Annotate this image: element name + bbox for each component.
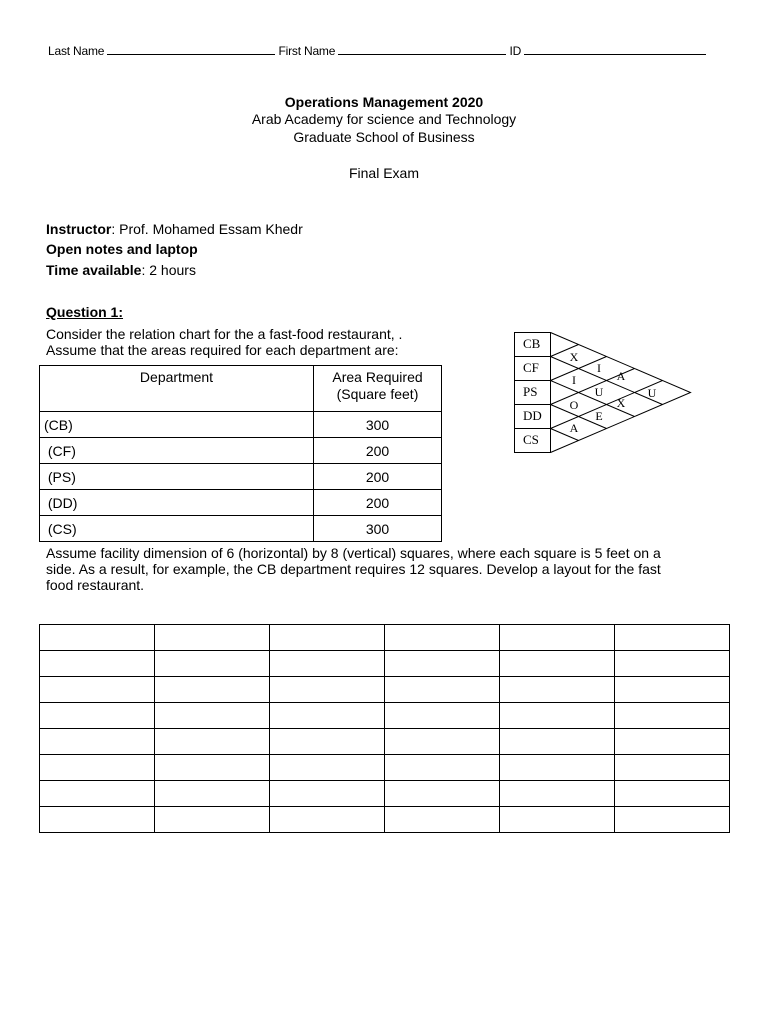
rating-cb-ps: I — [597, 361, 601, 375]
area-header — [314, 366, 442, 412]
department-cell: (CB) — [40, 412, 314, 438]
institution-name: Arab Academy for science and Technology — [251, 111, 517, 127]
grid-cell[interactable] — [40, 677, 155, 703]
time-line — [46, 262, 196, 278]
rating-cf-dd: U — [594, 385, 604, 399]
instructor-line — [46, 221, 303, 237]
grid-row — [40, 781, 730, 807]
student-info-line — [48, 44, 728, 58]
grid-cell[interactable] — [500, 755, 615, 781]
grid-cell[interactable] — [615, 625, 730, 651]
grid-cell[interactable] — [270, 729, 385, 755]
grid-cell[interactable] — [270, 677, 385, 703]
table-row — [40, 490, 442, 516]
id-label: ID — [509, 44, 522, 58]
first-name-field[interactable] — [338, 44, 506, 55]
grid-cell[interactable] — [155, 703, 270, 729]
layout-grid — [39, 624, 730, 833]
body-line-3: food restaurant. — [46, 577, 145, 593]
grid-row — [40, 625, 730, 651]
grid-cell[interactable] — [270, 625, 385, 651]
grid-cell[interactable] — [615, 651, 730, 677]
grid-cell[interactable] — [270, 755, 385, 781]
grid-row — [40, 677, 730, 703]
rating-cb-cf: X — [569, 350, 579, 364]
grid-cell[interactable] — [385, 807, 500, 833]
id-field[interactable] — [524, 44, 706, 55]
grid-cell[interactable] — [270, 807, 385, 833]
grid-cell[interactable] — [155, 651, 270, 677]
grid-cell[interactable] — [385, 677, 500, 703]
table-row — [40, 516, 442, 542]
grid-cell[interactable] — [500, 677, 615, 703]
grid-cell[interactable] — [385, 703, 500, 729]
notes-line — [46, 241, 198, 257]
table-row — [40, 438, 442, 464]
dept-label-cf: CF — [523, 360, 539, 375]
time-value: : 2 hours — [141, 262, 196, 278]
grid-row — [40, 755, 730, 781]
grid-cell[interactable] — [40, 781, 155, 807]
grid-cell[interactable] — [500, 781, 615, 807]
grid-cell[interactable] — [40, 625, 155, 651]
instructor-label: Instructor — [46, 221, 112, 237]
grid-cell[interactable] — [385, 755, 500, 781]
area-cell: 200 — [314, 464, 442, 490]
grid-cell[interactable] — [615, 703, 730, 729]
rating-cb-cs: U — [647, 386, 657, 400]
grid-cell[interactable] — [615, 807, 730, 833]
grid-cell[interactable] — [40, 651, 155, 677]
grid-cell[interactable] — [385, 651, 500, 677]
body-line-1: Assume facility dimension of 6 (horizontal) by 8 (vertical) squares, where each square is 5 feet on a — [46, 545, 661, 561]
question-1-body — [46, 545, 746, 593]
table-row — [40, 464, 442, 490]
dept-label-cs: CS — [523, 432, 539, 447]
dept-label-cb: CB — [523, 336, 541, 351]
area-header-line-1: Area Required — [332, 369, 423, 385]
grid-cell[interactable] — [270, 651, 385, 677]
grid-cell[interactable] — [270, 703, 385, 729]
dept-label-ps: PS — [523, 384, 538, 399]
grid-row — [40, 729, 730, 755]
grid-cell[interactable] — [155, 625, 270, 651]
department-cell: (PS) — [40, 464, 314, 490]
grid-cell[interactable] — [500, 807, 615, 833]
school-name: Graduate School of Business — [293, 129, 475, 145]
grid-cell[interactable] — [155, 781, 270, 807]
grid-cell[interactable] — [40, 729, 155, 755]
grid-cell[interactable] — [40, 703, 155, 729]
department-cell: (CF) — [40, 438, 314, 464]
grid-cell[interactable] — [155, 807, 270, 833]
grid-cell[interactable] — [615, 781, 730, 807]
dept-label-dd: DD — [523, 408, 542, 423]
area-table — [39, 365, 442, 542]
department-cell: (DD) — [40, 490, 314, 516]
area-cell: 200 — [314, 490, 442, 516]
grid-cell[interactable] — [615, 755, 730, 781]
rating-cb-dd: A — [616, 369, 626, 383]
body-line-2: side. As a result, for example, the CB department requires 12 squares. Develop a layout for the fast — [46, 561, 661, 577]
grid-cell[interactable] — [155, 755, 270, 781]
grid-cell[interactable] — [500, 729, 615, 755]
grid-cell[interactable] — [385, 625, 500, 651]
course-title: Operations Management 2020 — [284, 94, 484, 110]
grid-cell[interactable] — [385, 781, 500, 807]
rating-ps-cs: E — [595, 409, 603, 423]
grid-cell[interactable] — [500, 625, 615, 651]
grid-row — [40, 703, 730, 729]
area-cell: 300 — [314, 412, 442, 438]
time-label: Time available — [46, 262, 142, 278]
grid-cell[interactable] — [500, 703, 615, 729]
area-cell: 200 — [314, 438, 442, 464]
grid-cell[interactable] — [385, 729, 500, 755]
last-name-field[interactable] — [107, 44, 275, 55]
question-1-intro — [46, 326, 402, 358]
table-row — [40, 412, 442, 438]
grid-cell[interactable] — [500, 651, 615, 677]
rating-dd-cs: A — [569, 421, 579, 435]
area-header-line-2: (Square feet) — [336, 386, 419, 402]
grid-cell[interactable] — [270, 781, 385, 807]
notes-text: Open notes and laptop — [46, 241, 198, 257]
grid-cell[interactable] — [615, 729, 730, 755]
area-cell: 300 — [314, 516, 442, 542]
grid-cell[interactable] — [155, 677, 270, 703]
last-name-label: Last Name — [48, 44, 105, 58]
grid-cell[interactable] — [155, 729, 270, 755]
first-name-label: First Name — [278, 44, 336, 58]
department-cell: (CS) — [40, 516, 314, 542]
intro-line-1: Consider the relation chart for the a fast-food restaurant, . — [46, 326, 403, 342]
grid-row — [40, 807, 730, 833]
question-1-heading: Question 1: — [46, 304, 124, 320]
department-header: Department — [40, 366, 314, 412]
rating-ps-dd: O — [569, 398, 579, 412]
table-header-row — [40, 366, 442, 412]
grid-cell[interactable] — [40, 755, 155, 781]
rating-cf-ps: I — [572, 373, 576, 387]
exam-type: Final Exam — [348, 165, 420, 181]
intro-line-2: Assume that the areas required for each department are: — [46, 342, 399, 358]
rating-cf-cs: X — [616, 396, 626, 410]
relation-chart — [505, 325, 705, 460]
grid-row — [40, 651, 730, 677]
instructor-value: : Prof. Mohamed Essam Khedr — [111, 221, 303, 237]
grid-cell[interactable] — [615, 677, 730, 703]
grid-cell[interactable] — [40, 807, 155, 833]
